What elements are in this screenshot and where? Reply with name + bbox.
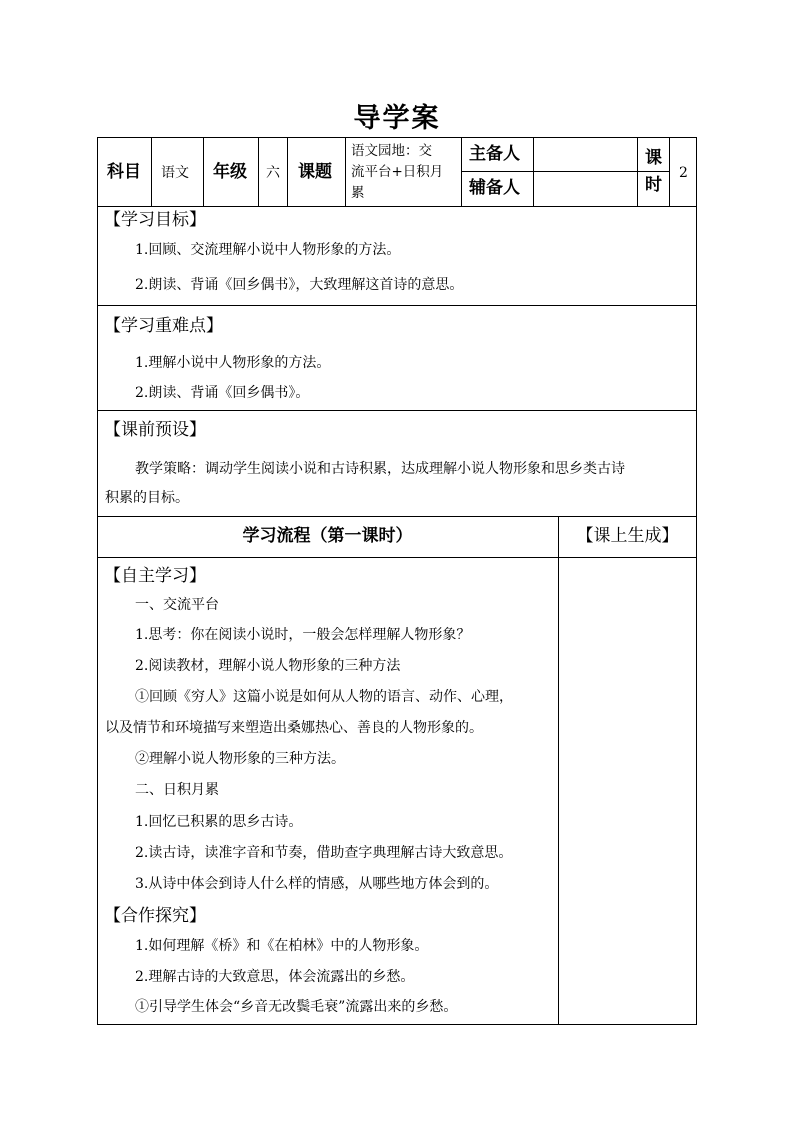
keypoints-bottom-rule <box>97 410 697 411</box>
flow-header-bottom-rule <box>97 557 697 558</box>
header-col-9 <box>669 137 670 206</box>
preset-heading: 【课前预设】 <box>104 420 206 440</box>
s1-item-2: 2.阅读教材，理解小说人物形象的三种方法 <box>135 658 401 674</box>
preset-bottom-rule <box>97 516 697 517</box>
goal-item-1: 1.回顾、交流理解小说中人物形象的方法。 <box>135 242 401 258</box>
header-col-8 <box>637 137 638 206</box>
coop-item-3: ①引导学生体会“乡音无改鬓毛衰”流露出来的乡愁。 <box>135 999 458 1015</box>
header-col-7 <box>533 137 534 206</box>
section-2-title: 二、日积月累 <box>135 782 219 798</box>
header-col-2 <box>203 137 204 206</box>
keypoints-heading: 【学习重难点】 <box>104 316 223 336</box>
section-1-title: 一、交流平台 <box>135 597 219 613</box>
keypoint-item-2: 2.朗读、背诵《回乡偶书》。 <box>135 385 310 401</box>
grade-label: 年级 <box>213 162 247 182</box>
goal-item-2: 2.朗读、背诵《回乡偶书》，大致理解这首诗的意思。 <box>135 277 464 293</box>
s2-item-2: 2.读古诗，读准字音和节奏，借助查字典理解古诗大致意思。 <box>135 845 513 861</box>
topic-line-1: 语文园地：交 <box>351 143 432 159</box>
s2-item-3: 3.从诗中体会到诗人什么样的情感，从哪些地方体会到的。 <box>135 876 499 892</box>
s2-item-1: 1.回忆已积累的思乡古诗。 <box>135 814 303 830</box>
header-col-5 <box>345 137 346 206</box>
flow-heading: 学习流程（第一课时） <box>242 526 413 546</box>
grade-value: 六 <box>266 165 280 181</box>
goals-bottom-rule <box>97 305 697 306</box>
header-col-4 <box>287 137 288 206</box>
assistant-label: 辅备人 <box>469 178 520 198</box>
header-col-6 <box>461 137 462 206</box>
header-bottom-rule <box>97 206 697 207</box>
flow-side-column-rule <box>558 516 559 1025</box>
s1-item-4: ②理解小说人物形象的三种方法。 <box>135 751 345 767</box>
hours-value: 2 <box>679 165 688 181</box>
preset-line-2: 积累的目标。 <box>105 490 189 506</box>
topic-line-2: 流平台+日积月 <box>351 164 444 180</box>
coop-heading: 【合作探究】 <box>104 906 206 926</box>
goals-heading: 【学习目标】 <box>104 210 206 230</box>
s1-item-3-line-1: ①回顾《穷人》这篇小说是如何从人物的语言、动作、心理， <box>135 689 513 705</box>
header-col-3 <box>258 137 259 206</box>
preset-line-1: 教学策略：调动学生阅读小说和古诗积累，达成理解小说人物形象和思乡类古诗 <box>135 461 625 477</box>
hours-label-bottom: 时 <box>645 175 662 195</box>
coop-item-2: 2.理解古诗的大致意思，体会流露出的乡愁。 <box>135 969 415 985</box>
s1-item-1: 1.思考：你在阅读小说时，一般会怎样理解人物形象？ <box>135 627 471 643</box>
preparer-label: 主备人 <box>469 144 520 164</box>
s1-item-3-line-2: 以及情节和环境描写来塑造出桑娜热心、善良的人物形象的。 <box>105 720 483 736</box>
hours-label-top: 课 <box>645 148 662 168</box>
header-col-1 <box>151 137 152 206</box>
topic-line-3: 累 <box>351 185 365 201</box>
document-title: 导学案 <box>353 103 441 134</box>
topic-label: 课题 <box>298 162 332 182</box>
in-class-heading: 【课上生成】 <box>576 526 679 546</box>
subject-value: 语文 <box>161 165 189 181</box>
keypoint-item-1: 1.理解小说中人物形象的方法。 <box>135 355 331 371</box>
subject-label: 科目 <box>107 162 141 182</box>
coop-item-1: 1.如何理解《桥》和《在柏林》中的人物形象。 <box>135 938 429 954</box>
self-study-heading: 【自主学习】 <box>104 566 206 586</box>
